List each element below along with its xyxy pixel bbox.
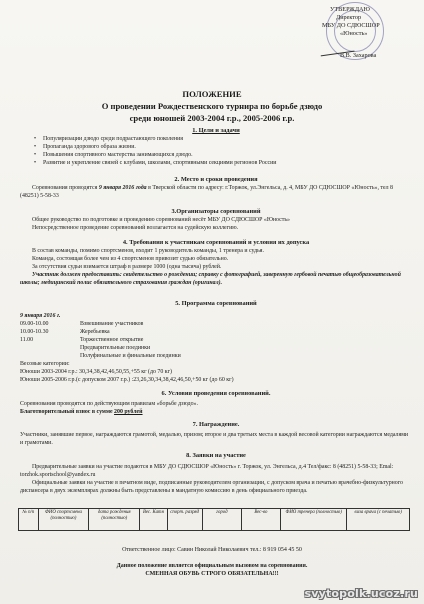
program-date: 9 января 2016 г.: [20, 313, 61, 319]
event-date: 9 января 2016 года: [98, 185, 147, 191]
table-header-cell: Вес. Катя: [140, 509, 167, 531]
program-time: 10.00-10.30: [20, 329, 49, 335]
section-4-heading: 4. Требования к участникам соревнований и условия их допуска: [122, 239, 310, 246]
goal-item: • Повышения спортивного мастерства занимающихся дзюдо.: [34, 151, 412, 159]
document-title: [0, 88, 424, 124]
approval-block: [296, 6, 406, 60]
table-header-cell: город: [202, 509, 241, 531]
section-place-dates: [20, 175, 412, 200]
place-paragraph: [20, 184, 412, 200]
program-event: Взвешивание участников: [80, 321, 144, 327]
section-applications: [20, 451, 412, 495]
responsible-person: Ответственное лицо: Савин Николай Николаевич тел.: 8 919 054 45 50: [122, 547, 302, 553]
table-header-cell: дата рождения (полностью): [89, 509, 140, 531]
section-awards: [20, 420, 412, 447]
program-time: [20, 352, 80, 360]
title-line-2: О проведении Рождественского турнира по борьбе дзюдо: [101, 101, 323, 111]
program-time: [20, 344, 80, 352]
table-header-cell: ФИО тренера (полностью): [280, 509, 346, 531]
approve-line-4: «Юность»: [340, 30, 368, 37]
section-3-heading: 3.Организаторы соревнований: [171, 208, 261, 215]
table-header-cell: Вес-во: [241, 509, 280, 531]
program-event: Полуфинальные и финальные поединки: [80, 353, 181, 359]
section-2-heading: 2. Место и сроки проведения: [174, 176, 258, 183]
program-event: Предварительные поединки: [80, 345, 151, 351]
place-text-a: Соревнования проводятся: [32, 185, 99, 191]
section-organizers: [20, 207, 412, 232]
application-table: [18, 508, 410, 531]
weights-label: Весовые категории:: [20, 361, 70, 367]
requirements-p3: За отсутствия судьи взимается штраф в размере 1000 (одна тысяча) рублей.: [32, 264, 222, 270]
site-watermark: svytopolk.ucoz.ru: [304, 587, 418, 600]
weights-group-2: Юноши 2005-2006 г.р.(с допуском 2007 г.р.) :23,26,30,34,38,42,46,50,+50 кг (до 60 кг): [20, 377, 234, 383]
section-program: [20, 299, 412, 384]
table-header-cell: виза врача (с печатью): [347, 509, 410, 531]
requirements-p2: Команда, состоящая более чем из 4 спортсменов привозит судью обязательно.: [32, 256, 229, 262]
requirements-p4: Участник должен предоставить: свидетельство о рождении; справку с фотографией, заверенную гербовой печатью общеобразовательной школы; медицинский полис обязательного страхования граждан (оригинал).: [20, 272, 401, 286]
conditions-fee: [20, 408, 412, 416]
official-notice: Данное положение является официальным вызовом на соревнования.: [116, 563, 308, 569]
program-row: [20, 328, 412, 336]
goal-item: • Развитие и укрепление связей с клубами, школами, спортивными секциями регионов России: [34, 159, 412, 167]
organizers-p1: Общее руководство по подготовке и проведению соревнований несёт МБУ ДО СДЮСШОР «Юность»: [32, 217, 290, 223]
fee-label: Благотворительный взнос в сумме: [20, 409, 115, 415]
title-line-1: ПОЛОЖЕНИЕ: [182, 89, 242, 99]
applications-p2: Официальные заявки на участие в печатном виде, подписанные руководителем организации, с допуском врача и печатью врачебно-физкультурного диспансера в двух экземплярах должны быть представлены в мандатную комиссию в день официального приезда.: [20, 480, 403, 494]
organizers-p2: Непосредственное проведение соревнований возлагается на судейскую коллегию.: [32, 225, 239, 231]
program-row: [20, 344, 412, 352]
table-header-cell: спорт. разряд: [167, 509, 202, 531]
requirements-p1: В состав команды, помимо спортсменов, входит 1 руководитель команды, 1 тренера и судья.: [32, 248, 264, 254]
applications-p1: Предварительные заявки на участие подаются в МБУ ДО СДЮСШОР «Юность» г. Торжок, ул. Энгельса, д.4 Тел/факс: 8 (48251) 5-58-33; Emal: torzhok.sportschool@yandex.ru: [20, 464, 394, 478]
program-event: Жеребьевка: [80, 329, 110, 335]
goal-item: • Популяризации дзюдо среди подрастающего поколения: [34, 135, 412, 143]
program-row: [20, 336, 412, 344]
weights-group-1: Юноши 2003-2004 г.р.: 30,34,38,42,46,50,55,+55 кг (до 70 кг): [20, 369, 173, 375]
title-line-3: среди юношей 2003-2004 г.р., 2005-2006 г.р.: [129, 113, 295, 123]
program-row: [20, 320, 412, 328]
program-event: Торжественное открытие: [80, 337, 144, 343]
section-1-heading: 1. Цели и задачи: [192, 127, 240, 134]
approve-line-1: УТВЕРЖДАЮ: [330, 6, 370, 13]
section-6-heading: 6. Условия проведения соревнований.: [161, 390, 271, 397]
approve-line-2: Директор: [336, 14, 362, 21]
table-header-cell: ФИО спортсмена (полностью): [38, 509, 89, 531]
awards-p1: Участники, занявшие первое, награждаются грамотой, медалью, призом; второе и два третьих места в каждой весовой категории награждаются медалями и грамотами.: [20, 432, 409, 446]
goals-list: [20, 135, 412, 167]
section-5-heading: 5. Программа соревнований: [175, 300, 257, 307]
section-conditions: [20, 389, 412, 416]
program-time: 09.00-10.00: [20, 321, 49, 327]
goal-item: • Пропаганда здорового образа жизни.: [34, 143, 412, 151]
section-7-heading: 7. Награждение.: [192, 421, 240, 428]
approve-line-5: В.В. Захарова: [340, 52, 377, 59]
program-time: 11.00: [20, 337, 34, 343]
section-goals: [20, 126, 412, 167]
program-row: [20, 352, 412, 360]
shoes-notice: СМЕННАЯ ОБУВЬ СТРОГО ОБЯЗАТЕЛЬНА!!!: [145, 571, 279, 577]
place-text-b: в Тверской области по адресу: г.Торжок, ул.Энгельса, д. 4, МБУ ДО СДЮСШОР «Юность», тел 8 (48251) 5-58-33: [20, 185, 393, 199]
table-row: [19, 509, 410, 531]
approve-line-3: МБУ ДО СДЮСШОР: [322, 22, 380, 29]
conditions-p1: Соревнования проводятся по действующим правилам «борьбе дзюдо».: [20, 401, 198, 407]
section-requirements: [20, 238, 412, 287]
fee-amount: 200 рублей: [114, 409, 143, 415]
section-8-heading: 8. Заявки на участие: [186, 452, 246, 459]
table-header-cell: № п/п: [19, 509, 39, 531]
